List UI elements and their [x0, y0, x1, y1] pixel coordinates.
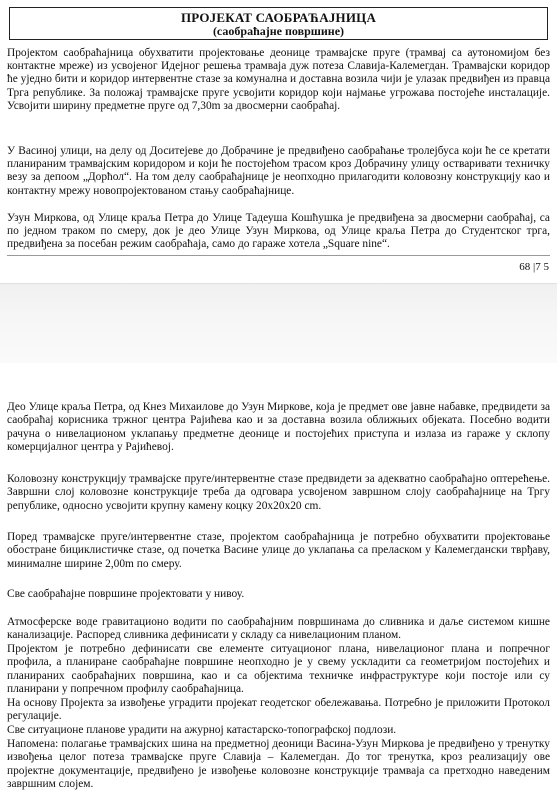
section-subtitle: (саобраћајне површине) [212, 24, 345, 38]
paragraph-level-surfaces: Све саобраћајне површине пројектовати у нивоу. [7, 588, 245, 600]
paragraph-bicycle-path: Поред трамвајске пруге/интервентне стазе, пројектом саобраћајница је потребно обухватити пројектовање обостране бициклистичке стазе, од почетка Васине улице до уклапања са преласком у Калемегдански тврђаву, минималне ширине 2,00m по смеру. [7, 531, 550, 570]
section-title: ПРОЈЕКАТ САОБРАЋАЈНИЦА [180, 10, 377, 25]
section-header-box [9, 7, 548, 40]
page-number: 68 |7 5 [519, 261, 549, 273]
footer-rule [7, 255, 550, 256]
paragraph-uzun-mirkova: Узун Миркова, од Улице краља Петра до Улице Тадеуша Кошћушка је предвиђена за двосмерни саобраћај, са по једном траком по смеру, док је део Улице Узун Миркова, од Улице краља Петра до Студентског трга, предвиђена за посебан режим саобраћаја, само до гараже хотела „Square nine“. [7, 212, 550, 251]
paragraph-project-elements: Пројектом је потребно дефинисати све елементе ситуационог плана, нивелационог плана и попречног профила, а планиране саобраћајне површине неопходно је у свему ускладити са геометријом постојећих и планираних саобраћајних површина, као и са објектима техничке инфраструктуре који постоје или су планирани у попречном профилу саобраћајница. [7, 643, 550, 696]
paragraph-note: Напомена: полагање трамвајских шина на предметној деоници Васина-Узун Миркова је предвиђено у тренутку извођења целог потеза трамвајске пруге Славија – Калемегдан. До тог тренутка, кроз реализацију ове пројектне документације, предвиђено је извођење коловозне конструкције трамваја са претходно наведеним завршним слојем. [7, 738, 550, 791]
paragraph-geodetic: На основу Пројекта за извођење уградити пројекат геодетског обележавања. Потребно је приложити Протокол регулације. [7, 697, 550, 723]
paragraph-kralja-petra: Део Улице краља Петра, од Кнез Михаилове до Узун Миркове, која је предмет ове јавне набавке, предвидети за саобраћај корисника тржног центра Рајићева као и за доставна возила оближњих објеката. Посебно водити рачуна о нивелационом уклапању предметне деонице и постојећих приступа и излаза из гараже у склопу комерцијалног центра у Рајићевој. [7, 401, 550, 454]
document-page-1 [0, 0, 557, 283]
paragraph-pavement-structure: Коловозну конструкцију трамвајске пруге/интервентне стазе предвидети за адекватно саобраћајно оптерећење. Завршни слој коловозне конструкције треба да одговара усвојеном завршном слоју саобраћајнице на Тргу републике, односно усвојити крупну камену коцку 20x20x20 cm. [7, 473, 550, 512]
paragraph-vasina-street: У Васиној улици, на делу од Доситејеве до Добрачине је предвиђено саобраћање тролејбуса који ће се кретати планираним трамвајским коридором и који ће постојећом трасом кроз Добрачину улицу остваривати техничку везу за депоом „Дорћол“. На том делу саобраћајнице је неопходно прилагодити коловозну конструкцију као и контактну мрежу новопројектованом стању саобраћајнице. [7, 145, 550, 197]
document-page-2 [0, 363, 557, 800]
paragraph-cadastral: Све ситуационе планове урадити на ажурној катастарско-топографској подлози. [7, 724, 397, 736]
page-gap [0, 283, 557, 364]
paragraph-tram-corridor: Пројектом саобраћајница обухватити пројектовање деонице трамвајске пруге (трамвај са аутономијом без контактне мреже) из усвојеног Идејног решења трамваја дуж потеза Славија-Калемегдан. Трамвајски коридор ће уједно бити и коридор интервентне стазе за комунална и доставна возила чији је улазак предвиђен из правца Трга републике. За положај трамвајске пруге усвојити коридор који најмање угрожава постојеће инсталације. Усвојити ширину предметне пруге од 7,30m за двосмерни саобраћај. [7, 47, 550, 112]
paragraph-stormwater: Атмосферске воде гравитационо водити по саобраћајним површинама до сливника и даље системом кишне канализације. Распоред сливника дефинисати у складу са нивелационим планом. [7, 616, 550, 642]
